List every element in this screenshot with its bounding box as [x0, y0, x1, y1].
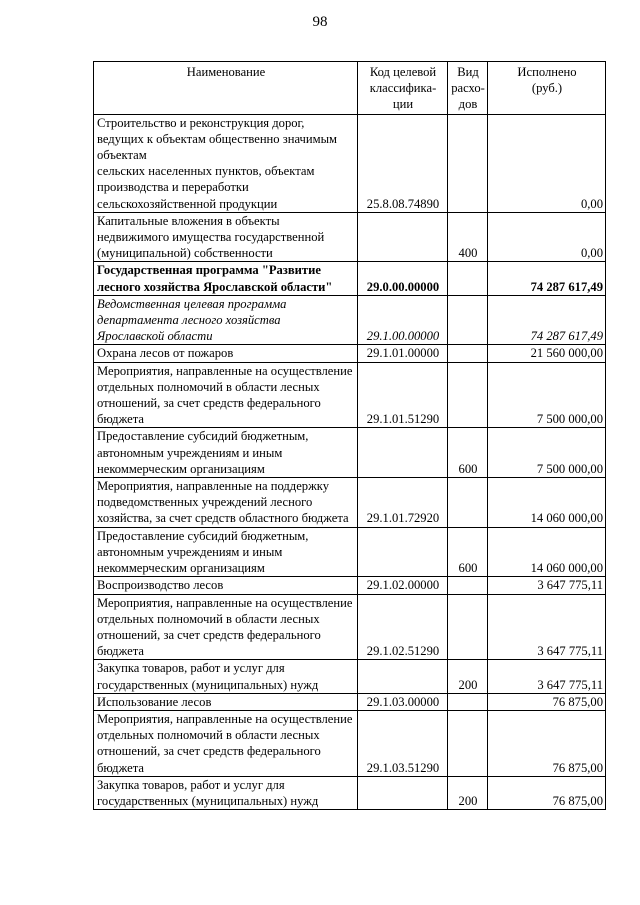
row-name-cell: Ведомственная целевая программа департамента лесного хозяйства Ярославской области [94, 295, 358, 345]
row-code-cell: 29.1.03.00000 [358, 693, 448, 710]
row-type-cell: 200 [448, 660, 488, 693]
row-code-cell: 29.1.01.51290 [358, 362, 448, 428]
table-row [94, 212, 606, 262]
row-name-cell: Мероприятия, направленные на осуществление отдельных полномочий в области лесных отношений, за счет средств федерального бюджета [94, 362, 358, 428]
table-row [94, 660, 606, 693]
row-type-cell: 600 [448, 527, 488, 577]
header-type: Вид расхо- дов [448, 62, 488, 115]
row-code-cell [358, 212, 448, 262]
row-name-cell: Использование лесов [94, 693, 358, 710]
row-type-cell [448, 577, 488, 594]
table-row [94, 527, 606, 577]
budget-execution-table [93, 61, 606, 810]
row-sum-cell: 21 560 000,00 [488, 345, 606, 362]
row-sum-cell: 76 875,00 [488, 693, 606, 710]
row-type-cell [448, 710, 488, 776]
row-type-cell [448, 295, 488, 345]
row-sum-cell: 3 647 775,11 [488, 577, 606, 594]
row-type-cell [448, 594, 488, 660]
row-type-cell: 600 [448, 428, 488, 478]
header-name: Наименование [94, 62, 358, 115]
row-sum-cell: 7 500 000,00 [488, 362, 606, 428]
row-sum-cell: 14 060 000,00 [488, 527, 606, 577]
table-row [94, 594, 606, 660]
table-header-row [94, 62, 606, 115]
row-code-cell: 29.1.02.00000 [358, 577, 448, 594]
row-code-cell [358, 660, 448, 693]
header-sum: Исполнено (руб.) [488, 62, 606, 115]
row-sum-cell: 3 647 775,11 [488, 660, 606, 693]
row-code-cell: 29.1.01.00000 [358, 345, 448, 362]
table-row [94, 478, 606, 528]
row-code-cell: 29.1.02.51290 [358, 594, 448, 660]
row-type-cell [448, 345, 488, 362]
row-code-cell: 29.0.00.00000 [358, 262, 448, 295]
row-name-cell: Охрана лесов от пожаров [94, 345, 358, 362]
row-type-cell [448, 362, 488, 428]
table-row [94, 262, 606, 295]
row-name-cell: Закупка товаров, работ и услуг для государственных (муниципальных) нужд [94, 776, 358, 809]
row-name-cell: Мероприятия, направленные на осуществление отдельных полномочий в области лесных отношений, за счет средств федерального бюджета [94, 710, 358, 776]
row-type-cell [448, 693, 488, 710]
page-number: 98 [312, 14, 328, 30]
row-name-cell: Государственная программа "Развитие лесного хозяйства Ярославской области" [94, 262, 358, 295]
row-name-cell: Предоставление субсидий бюджетным, автономным учреждениям и иным некоммерческим организациям [94, 428, 358, 478]
row-type-cell: 400 [448, 212, 488, 262]
row-code-cell [358, 527, 448, 577]
table-row [94, 428, 606, 478]
table-row [94, 362, 606, 428]
row-sum-cell: 7 500 000,00 [488, 428, 606, 478]
row-sum-cell: 76 875,00 [488, 776, 606, 809]
row-name-cell: Строительство и реконструкция дорог, ведущих к объектам общественно значимым объектам сельских населенных пунктов, объектам производства и переработки сельскохозяйственной продукции [94, 114, 358, 212]
row-sum-cell: 0,00 [488, 212, 606, 262]
row-type-cell [448, 262, 488, 295]
table-row [94, 693, 606, 710]
row-sum-cell: 14 060 000,00 [488, 478, 606, 528]
row-code-cell [358, 428, 448, 478]
row-code-cell: 29.1.00.00000 [358, 295, 448, 345]
row-code-cell [358, 776, 448, 809]
table-row [94, 114, 606, 212]
row-type-cell: 200 [448, 776, 488, 809]
row-sum-cell: 74 287 617,49 [488, 295, 606, 345]
row-sum-cell: 74 287 617,49 [488, 262, 606, 295]
row-name-cell: Мероприятия, направленные на поддержку подведомственных учреждений лесного хозяйства, за счет средств областного бюджета [94, 478, 358, 528]
row-name-cell: Предоставление субсидий бюджетным, автономным учреждениям и иным некоммерческим организациям [94, 527, 358, 577]
row-name-cell: Закупка товаров, работ и услуг для государственных (муниципальных) нужд [94, 660, 358, 693]
row-name-cell: Капитальные вложения в объекты недвижимого имущества государственной (муниципальной) собственности [94, 212, 358, 262]
header-code: Код целевой классифика- ции [358, 62, 448, 115]
row-type-cell [448, 478, 488, 528]
row-code-cell: 29.1.03.51290 [358, 710, 448, 776]
row-name-cell: Воспроизводство лесов [94, 577, 358, 594]
row-sum-cell: 0,00 [488, 114, 606, 212]
row-sum-cell: 3 647 775,11 [488, 594, 606, 660]
table-row [94, 577, 606, 594]
row-type-cell [448, 114, 488, 212]
table-row [94, 776, 606, 809]
table-row [94, 345, 606, 362]
table-row [94, 710, 606, 776]
row-sum-cell: 76 875,00 [488, 710, 606, 776]
row-name-cell: Мероприятия, направленные на осуществление отдельных полномочий в области лесных отношений, за счет средств федерального бюджета [94, 594, 358, 660]
row-code-cell: 29.1.01.72920 [358, 478, 448, 528]
row-code-cell: 25.8.08.74890 [358, 114, 448, 212]
table-row [94, 295, 606, 345]
